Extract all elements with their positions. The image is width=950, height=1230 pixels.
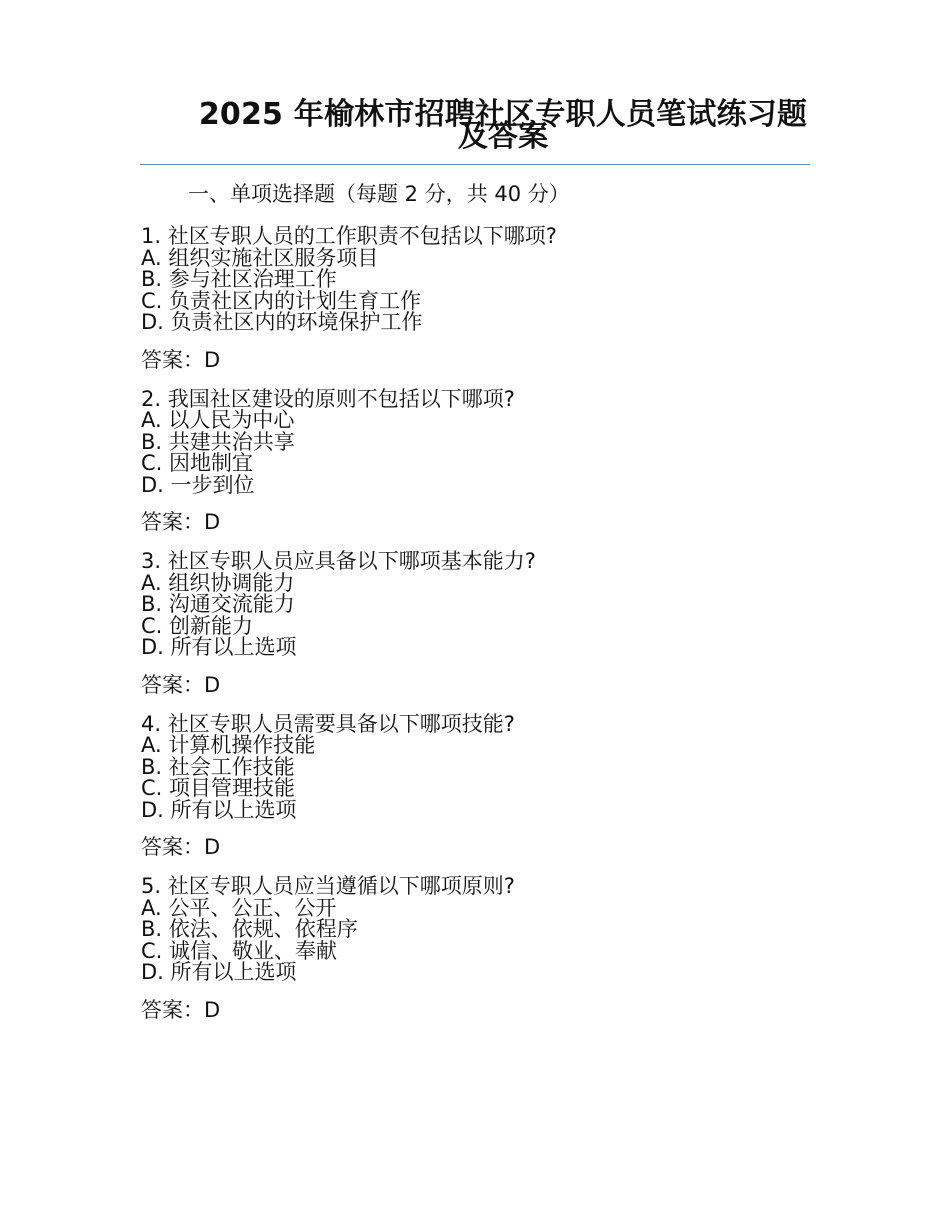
section-heading: 一、单项选择题（每题 2 分，共 40 分） bbox=[188, 182, 570, 206]
option-c: C. 诚信、敬业、奉献 bbox=[141, 938, 338, 963]
option-d: D. 所有以上选项 bbox=[141, 797, 297, 822]
question-text: 5. 社区专职人员应当遵循以下哪项原则? bbox=[141, 874, 515, 898]
option-a: A. 计算机操作技能 bbox=[141, 733, 316, 757]
option-d: D. 所有以上选项 bbox=[141, 635, 297, 659]
title-block bbox=[140, 97, 810, 165]
option-d: D. 负责社区内的环境保护工作 bbox=[141, 310, 423, 334]
question-text: 2. 我国社区建设的原则不包括以下哪项? bbox=[141, 386, 515, 411]
option-c: C. 因地制宜 bbox=[141, 451, 254, 475]
answer-line: 答案：D bbox=[141, 997, 221, 1022]
question-text: 1. 社区专职人员的工作职责不包括以下哪项? bbox=[141, 224, 557, 248]
options-list bbox=[141, 245, 811, 334]
option-b: B. 依法、依规、依程序 bbox=[141, 917, 358, 941]
option-c: C. 创新能力 bbox=[141, 613, 254, 638]
question-text: 4. 社区专职人员需要具备以下哪项技能? bbox=[141, 711, 515, 736]
answer-line: 答案：D bbox=[141, 347, 221, 372]
answer-line: 答案：D bbox=[141, 510, 221, 534]
option-c: C. 负责社区内的计划生育工作 bbox=[141, 288, 422, 313]
option-b: B. 参与社区治理工作 bbox=[141, 267, 337, 291]
option-b: B. 沟通交流能力 bbox=[141, 592, 295, 616]
question-item-5 bbox=[141, 876, 811, 1024]
question-item-3 bbox=[141, 551, 811, 699]
question-text: 3. 社区专职人员应具备以下哪项基本能力? bbox=[141, 549, 536, 573]
option-c: C. 项目管理技能 bbox=[141, 776, 296, 800]
option-d: D. 所有以上选项 bbox=[141, 960, 297, 984]
options-list bbox=[141, 410, 811, 496]
question-item-2 bbox=[141, 386, 811, 537]
option-a: A. 组织实施社区服务项目 bbox=[141, 245, 379, 270]
answer-line: 答案：D bbox=[141, 835, 221, 859]
document-title: 2025 年榆林市招聘社区专职人员笔试练习题及答案 bbox=[198, 97, 808, 154]
option-b: B. 共建共治共享 bbox=[141, 429, 295, 454]
question-item-1 bbox=[141, 226, 811, 374]
answer-line: 答案：D bbox=[141, 672, 221, 697]
question-item-4 bbox=[141, 711, 811, 862]
option-b: B. 社会工作技能 bbox=[141, 754, 295, 779]
options-list bbox=[141, 735, 811, 821]
option-a: A. 公平、公正、公开 bbox=[141, 895, 337, 920]
option-d: D. 一步到位 bbox=[141, 472, 255, 497]
options-list bbox=[141, 570, 811, 659]
option-a: A. 以人民为中心 bbox=[141, 408, 295, 432]
options-list bbox=[141, 895, 811, 984]
question-list bbox=[141, 226, 811, 1024]
option-a: A. 组织协调能力 bbox=[141, 570, 295, 595]
